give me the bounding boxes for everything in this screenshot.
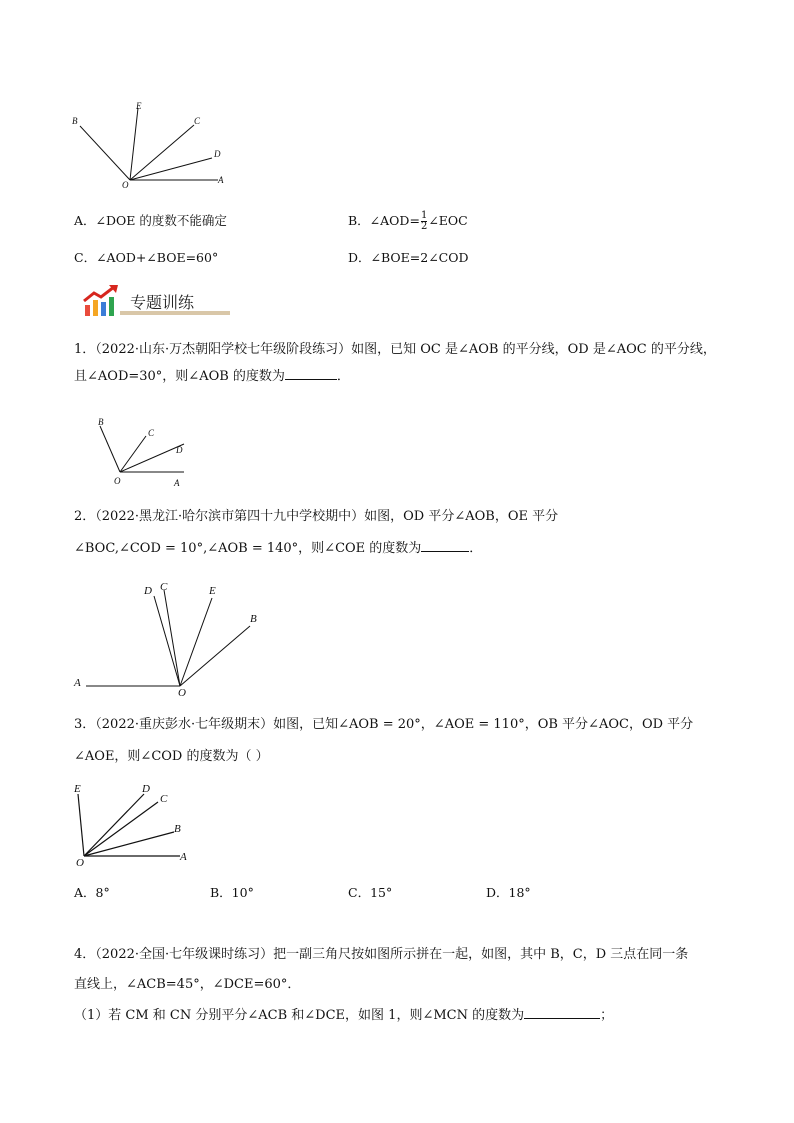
q2-label-O: O (178, 687, 186, 698)
q1-answer-blank[interactable] (285, 367, 337, 380)
q2-label-D: D (144, 585, 152, 597)
q2-line2-text: ∠BOC,∠COD = 10°,∠AOB = 140°，则∠COE 的度数为 (74, 541, 422, 556)
q3-label-A: A (180, 851, 187, 863)
prev-option-b (348, 211, 468, 232)
q1-label-O: O (114, 476, 121, 486)
q4-line3 (74, 1006, 613, 1025)
label-D: D (214, 149, 221, 159)
fraction-numerator: 1 (420, 210, 428, 221)
q2-line1: 2．（2022·黑龙江·哈尔滨市第四十九中学校期中）如图，OD 平分∠AOB，OE 平分 (74, 509, 559, 524)
q3-label-O: O (76, 857, 84, 869)
q3-option-a[interactable]: A．8° (74, 885, 110, 900)
q3-label-D: D (142, 783, 150, 795)
prev-option-a: A．∠DOE 的度数不能确定 (74, 213, 227, 228)
q4-line3-text: （1）若 CM 和 CN 分别平分∠ACB 和∠DCE，如图 1，则∠MCN 的度数为 (74, 1008, 525, 1023)
q3-label-C: C (160, 793, 168, 805)
q1-line2-text: 且∠AOD=30°，则∠AOB 的度数为 (74, 369, 285, 384)
q3-option-d[interactable]: D．18° (486, 885, 531, 900)
q4-line1: 4．（2022·全国·七年级课时练习）把一副三角尺按如图所示拼在一起，如图，其中 B，C，D 三点在同一条 (74, 947, 689, 962)
figure-angles-top (68, 98, 238, 190)
q1-line2-end: ． (336, 369, 350, 384)
q1-label-D: D (176, 445, 183, 455)
banner-title: 专题训练 (130, 293, 195, 312)
q2-line2 (74, 539, 482, 558)
q1-line1: 1．（2022·山东·万杰朝阳学校七年级阶段练习）如图，已知 OC 是∠AOB 的平分线，OD 是∠AOC 的平分线， (74, 342, 716, 357)
q3-option-c[interactable]: C．15° (348, 885, 393, 900)
prev-option-b-suffix: ∠EOC (428, 213, 468, 228)
q3-figure (70, 780, 200, 870)
q2-answer-blank[interactable] (421, 539, 469, 552)
q2-label-A: A (74, 677, 81, 689)
label-A: A (218, 175, 224, 185)
q2-label-C: C (160, 581, 168, 593)
q3-label-B: B (174, 823, 181, 835)
q2-line2-end: ． (469, 541, 483, 556)
chart-arrow-icon (82, 285, 122, 319)
q1-label-C: C (148, 428, 155, 438)
q1-label-B: B (98, 417, 104, 427)
fraction (421, 211, 427, 232)
q1-label-A: A (174, 478, 180, 488)
q3-line2: ∠AOE，则∠COD 的度数为（ ） (74, 749, 269, 764)
label-O: O (122, 180, 129, 190)
q3-label-E: E (74, 783, 81, 795)
q1-line2 (74, 367, 350, 386)
label-C: C (194, 116, 201, 126)
prev-option-c: C．∠AOD+∠BOE=60° (74, 250, 219, 265)
label-B: B (72, 116, 78, 126)
section-banner (82, 285, 232, 325)
prev-option-d: D．∠BOE=2∠COD (348, 250, 469, 265)
q4-line3-end: ； (600, 1008, 614, 1023)
label-E: E (136, 101, 142, 111)
prev-option-b-prefix: B．∠AOD= (348, 213, 420, 228)
q2-figure (70, 578, 270, 698)
q2-label-B: B (250, 613, 257, 625)
q1-figure (84, 416, 194, 492)
fraction-denominator: 2 (420, 221, 428, 232)
q2-label-E: E (209, 585, 216, 597)
q4-answer-blank[interactable] (524, 1006, 600, 1019)
q3-line1: 3．（2022·重庆彭水·七年级期末）如图，已知∠AOB = 20°，∠AOE = 110°，OB 平分∠AOC，OD 平分 (74, 717, 694, 732)
q4-line2: 直线上，∠ACB=45°，∠DCE=60°． (74, 977, 301, 992)
q3-option-b[interactable]: B．10° (210, 885, 254, 900)
